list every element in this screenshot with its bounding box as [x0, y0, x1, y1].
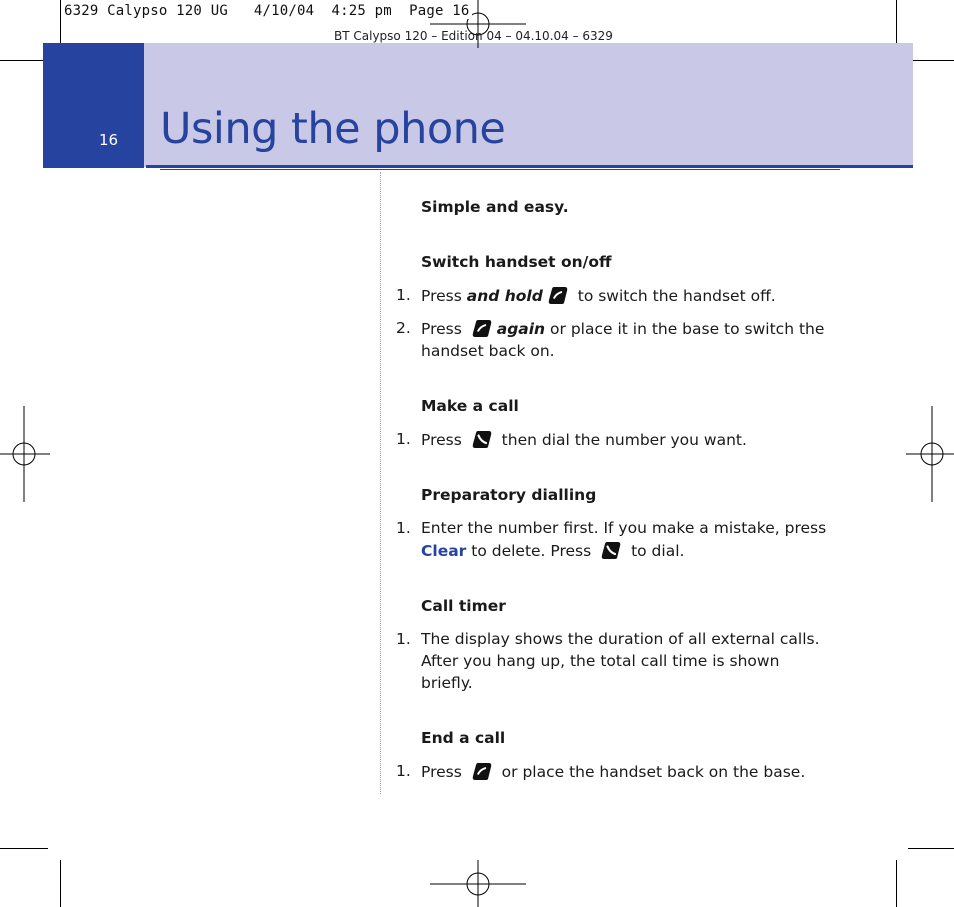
list-item — [396, 284, 836, 307]
talk-key-icon — [471, 428, 493, 450]
crop-mark — [908, 848, 954, 849]
step-number: 1. — [396, 430, 411, 448]
step-emphasis: again — [496, 320, 546, 338]
step-number: 1. — [396, 519, 411, 537]
list-item — [396, 517, 836, 562]
step-text-mid: to delete. Press — [466, 542, 597, 560]
section-heading: Call timer — [421, 597, 506, 615]
crop-mark — [0, 848, 48, 849]
talk-key-icon — [600, 539, 622, 561]
section-heading: Preparatory dialling — [421, 486, 597, 504]
column-divider — [380, 172, 381, 794]
step-number: 2. — [396, 319, 411, 337]
section-heading: End a call — [421, 729, 506, 747]
page-title: Using the phone — [160, 104, 506, 154]
list-item — [396, 317, 836, 362]
section-heading: Switch handset on/off — [421, 253, 612, 271]
step-text-post: then dial the number you want. — [496, 431, 747, 449]
crop-mark — [60, 860, 61, 907]
list-item — [396, 628, 836, 694]
header-rule — [146, 165, 913, 168]
main-content — [396, 196, 836, 816]
step-number: 1. — [396, 762, 411, 780]
step-text-post: to switch the handset off. — [572, 287, 776, 305]
intro-text: Simple and easy. — [421, 198, 569, 216]
step-emphasis: and hold — [466, 287, 543, 305]
step-text — [421, 517, 836, 562]
edition-line: BT Calypso 120 – Edition 04 – 04.10.04 – 6329 — [334, 29, 613, 43]
crop-mark — [896, 860, 897, 907]
section-preparatory-dialling — [396, 484, 836, 562]
section-heading: Make a call — [421, 397, 519, 415]
section-call-timer — [396, 595, 836, 694]
section-switch-on-off — [396, 251, 836, 362]
registration-mark — [0, 406, 50, 502]
crop-mark — [896, 0, 897, 48]
step-text — [421, 428, 836, 451]
step-text — [421, 317, 836, 362]
registration-mark — [430, 860, 526, 907]
step-text-pre: Press — [421, 431, 467, 449]
section-make-a-call — [396, 395, 836, 451]
end-call-key-icon — [471, 317, 493, 339]
crop-mark — [60, 0, 61, 48]
list-item — [396, 428, 836, 451]
step-number: 1. — [396, 286, 411, 304]
step-text-pre: Enter the number first. If you make a mistake, press — [421, 519, 827, 537]
crop-mark — [0, 60, 48, 61]
page-number: 16 — [99, 131, 119, 149]
clear-softkey-label: Clear — [421, 542, 467, 560]
print-slug: 6329 Calypso 120 UG 4/10/04 4:25 pm Page 16 — [64, 3, 470, 19]
registration-mark — [906, 406, 954, 502]
step-text-pre: Press — [421, 320, 467, 338]
step-number: 1. — [396, 630, 411, 648]
step-text-post: or place it in the base to switch the handset back on. — [421, 320, 825, 360]
section-end-a-call — [396, 727, 836, 783]
crop-mark — [908, 60, 954, 61]
step-text-post: to dial. — [626, 542, 685, 560]
end-call-key-icon — [471, 760, 493, 782]
page-tab — [43, 43, 144, 168]
step-text: The display shows the duration of all external calls. After you hang up, the total call time is shown briefly. — [421, 630, 820, 692]
list-item — [396, 760, 836, 783]
header-rule-thin — [160, 169, 840, 170]
step-text — [421, 760, 836, 783]
step-text-pre: Press — [421, 763, 467, 781]
step-text-pre: Press — [421, 287, 467, 305]
step-text — [421, 284, 836, 307]
end-call-key-icon — [547, 284, 569, 306]
step-text-post: or place the handset back on the base. — [496, 763, 806, 781]
